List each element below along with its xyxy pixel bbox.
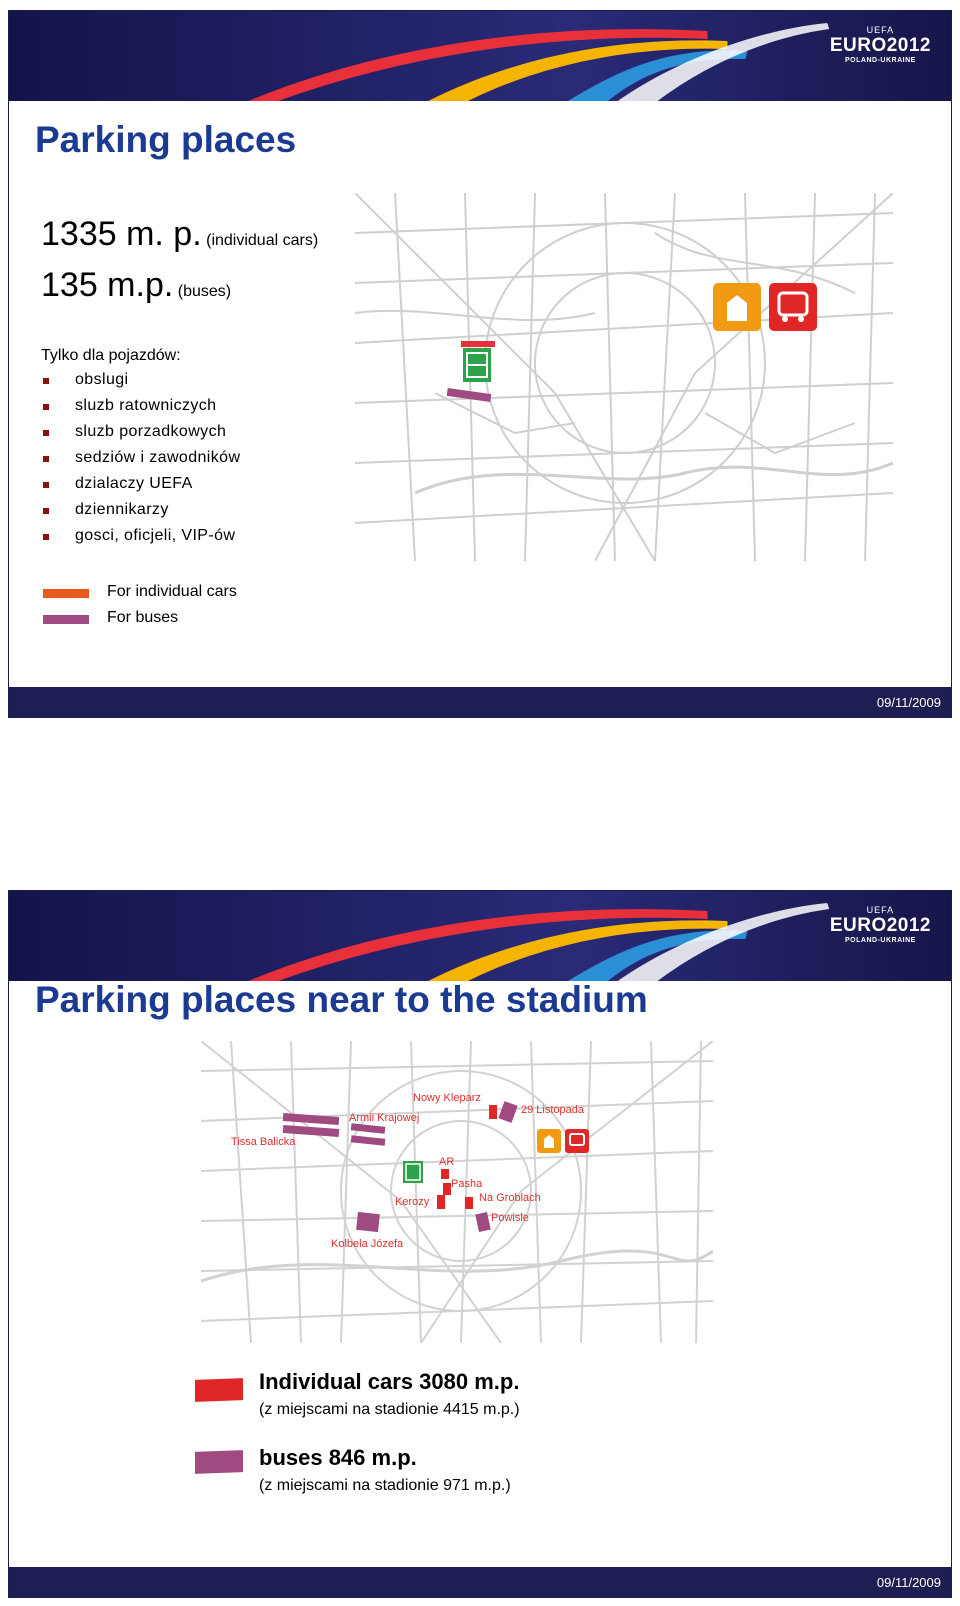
map-label: Armii Krajowej: [349, 1112, 420, 1124]
euro2012-logo: UEFA EURO2012 POLAND-UKRAINE: [829, 25, 931, 64]
slide-header-banner: [9, 11, 951, 101]
slide-date: 09/11/2009: [876, 695, 941, 710]
map-label: Pasha: [451, 1178, 483, 1190]
list-intro: Tylko dla pojazdów:: [41, 347, 181, 364]
list-item: sluzb porzadkowych: [41, 419, 240, 445]
slide-date: 09/11/2009: [876, 1575, 941, 1590]
square-bullet-icon: [43, 378, 49, 384]
stat-cars-note: (individual cars): [206, 232, 319, 249]
list-item: dziennikarzy: [41, 497, 240, 523]
stat-buses-note: (buses): [177, 283, 232, 300]
legend-swatch-cars: [195, 1378, 243, 1402]
stadium-area-map: [201, 1041, 713, 1343]
slide-parking-places: UEFA EURO2012 POLAND-UKRAINE Parking places 1335 m. p. (individual cars) 135 m.p. (buses) Tylko dla pojazdów: obslugi sluzb ratowniczych sluzb porzadkowych sedziów i zawodników dzialaczy UEFA dziennikarzy gosci, oficjeli, VIP-ów For individual cars For buses 09/11/2009: [8, 10, 952, 718]
square-bullet-icon: [43, 508, 49, 514]
legend-swatch-buses: [43, 615, 89, 624]
stat-buses: [41, 266, 231, 305]
map-label: 29 Listopada: [521, 1104, 584, 1116]
map-label: Na Groblach: [479, 1192, 541, 1204]
square-bullet-icon: [43, 430, 49, 436]
map-label: Powisle: [491, 1212, 529, 1224]
page-title: Parking places: [35, 119, 297, 160]
square-bullet-icon: [43, 456, 49, 462]
bus-icon: [565, 1129, 589, 1153]
city-map: [355, 193, 893, 561]
stat-cars: [41, 215, 318, 254]
square-bullet-icon: [43, 534, 49, 540]
cars-note: (z miejscami na stadionie 4415 m.p.): [259, 1401, 520, 1418]
slide-parking-near-stadium: [8, 890, 952, 1598]
legend-swatch-cars: [43, 589, 89, 598]
square-bullet-icon: [43, 482, 49, 488]
map-label: Kerozy: [395, 1196, 430, 1208]
square-bullet-icon: [43, 404, 49, 410]
buses-total: buses 846 m.p.: [259, 1445, 417, 1470]
legend-swatch-buses: [195, 1450, 243, 1474]
slide-footer: [9, 687, 951, 717]
cars-total: Individual cars 3080 m.p.: [259, 1369, 520, 1394]
slide-header-banner: [9, 891, 951, 981]
list-item: gosci, oficjeli, VIP-ów: [41, 523, 240, 549]
stadium-icon: [403, 1161, 423, 1183]
bus-icon: [769, 283, 817, 331]
map-label: Kolbela Józefa: [331, 1238, 404, 1250]
map-label: Nowy Kleparz: [413, 1092, 481, 1104]
euro2012-logo: UEFA EURO2012 POLAND-UKRAINE: [829, 905, 931, 944]
list-item: dzialaczy UEFA: [41, 471, 240, 497]
buses-note: (z miejscami na stadionie 971 m.p.): [259, 1477, 511, 1494]
list-item: obslugi: [41, 367, 240, 393]
page-title: Parking places near to the stadium: [35, 979, 648, 1020]
map-label: Tissa Balicka: [231, 1136, 296, 1148]
stat-buses-value: 135 m.p.: [41, 266, 174, 304]
list-item: sluzb ratowniczych: [41, 393, 240, 419]
vehicle-list: [41, 367, 240, 549]
ambulance-icon: [537, 1129, 561, 1153]
stadium-icon: [463, 348, 491, 382]
map-label: AR: [439, 1156, 455, 1168]
list-item: sedziów i zawodników: [41, 445, 240, 471]
stat-cars-value: 1335 m. p.: [41, 215, 202, 253]
ambulance-icon: [713, 283, 761, 331]
slide-footer: [9, 1567, 951, 1597]
